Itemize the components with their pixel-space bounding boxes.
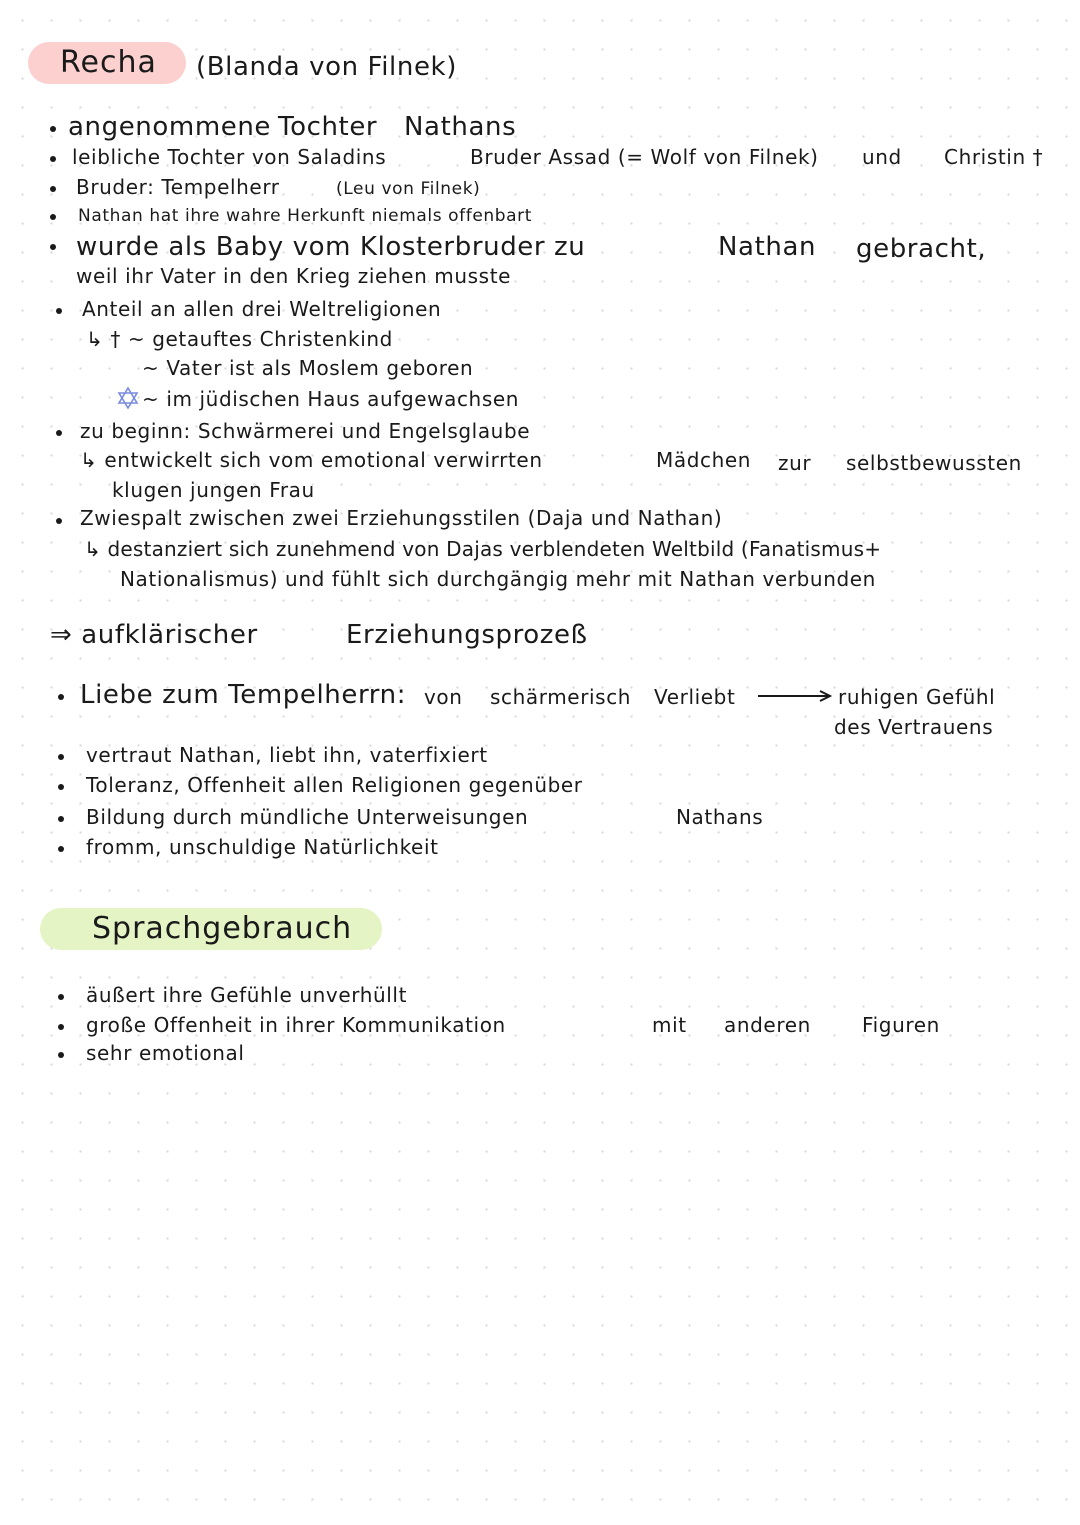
bullet [58,754,64,760]
bullet [58,1024,64,1030]
line-18a: Liebe zum Tempelherrn: [80,680,407,710]
line-18d: Verliebt [654,685,736,709]
line-19: vertraut Nathan, liebt ihn, vaterfixiert [86,743,488,767]
line-21a: Bildung durch mündliche Unterweisungen [86,805,529,829]
line-17a: ⇒ aufklärischer [50,620,258,650]
line-22: fromm, unschuldige Natürlichkeit [86,835,439,859]
line-20: Toleranz, Offenheit allen Religionen gegenüber [86,773,583,797]
bullet [58,1052,64,1058]
line-18e: ruhigen Gefühl [838,685,996,709]
section2-line-2d: Figuren [862,1013,940,1037]
line-3a: Bruder: Tempelherr [76,175,280,199]
line-12b: Mädchen [656,448,752,472]
bullet [50,156,56,162]
bullet [58,994,64,1000]
line-2b: Bruder Assad (= Wolf von Filnek) [470,145,819,169]
title-subtitle: (Blanda von Filnek) [196,52,457,82]
bullet [50,186,56,192]
arrow-right-icon [756,688,834,704]
crescent-icon [116,356,140,380]
line-5c: gebracht, [856,234,987,264]
bullet [56,308,62,314]
section2-line-2c: anderen [724,1013,811,1037]
bullet [58,694,64,700]
bullet [56,430,62,436]
line-6: weil ihr Vater in den Krieg ziehen musste [76,264,512,288]
line-13: klugen jungen Frau [112,478,315,502]
line-3b: (Leu von Filnek) [336,179,481,199]
bullet [58,846,64,852]
line-4: Nathan hat ihre wahre Herkunft niemals offenbart [78,206,533,226]
line-12d: selbstbewussten [846,451,1022,475]
line-2c: und [862,145,902,169]
line-1a: angenommene [68,112,272,142]
bullet [58,784,64,790]
section-heading: Sprachgebrauch [92,911,353,946]
bullet [50,214,56,220]
section2-line-1: äußert ihre Gefühle unverhüllt [86,983,408,1007]
line-11: zu beginn: Schwärmerei und Engelsglaube [80,419,531,443]
line-18c: schärmerisch [490,685,632,709]
line-2a: leibliche Tochter von Saladins [72,145,387,169]
section2-line-2b: mit [652,1013,687,1037]
line-1b: Tochter [278,112,378,142]
star-of-david-icon [116,386,140,410]
line-2d: Christin † [944,145,1044,169]
line-9: ~ Vater ist als Moslem geboren [142,356,474,380]
line-18b: von [424,685,463,709]
line-7: Anteil an allen drei Weltreligionen [82,297,442,321]
bullet [50,244,56,250]
line-5b: Nathan [718,232,817,262]
line-8: ↳ † ~ getauftes Christenkind [86,327,393,351]
bullet [56,518,62,524]
line-18f: des Vertrauens [834,715,994,739]
line-15: ↳ destanziert sich zunehmend von Dajas verblendeten Weltbild (Fanatismus+ [84,537,882,561]
line-16: Nationalismus) und fühlt sich durchgängig mehr mit Nathan verbunden [120,567,876,591]
line-12a: ↳ entwickelt sich vom emotional verwirrten [80,448,543,472]
bullet [58,816,64,822]
line-14: Zwiespalt zwischen zwei Erziehungsstilen (Daja und Nathan) [80,506,723,530]
line-10: ~ im jüdischen Haus aufgewachsen [142,387,520,411]
section2-line-2a: große Offenheit in ihrer Kommunikation [86,1013,506,1037]
title-name: Recha [60,45,157,80]
line-12c: zur [778,451,812,475]
line-21b: Nathans [676,805,764,829]
bullet [50,126,56,132]
line-17b: Erziehungsprozeß [346,620,588,650]
line-5a: wurde als Baby vom Klosterbruder zu [76,232,586,262]
section2-line-3: sehr emotional [86,1041,245,1065]
line-1c: Nathans [404,112,517,142]
